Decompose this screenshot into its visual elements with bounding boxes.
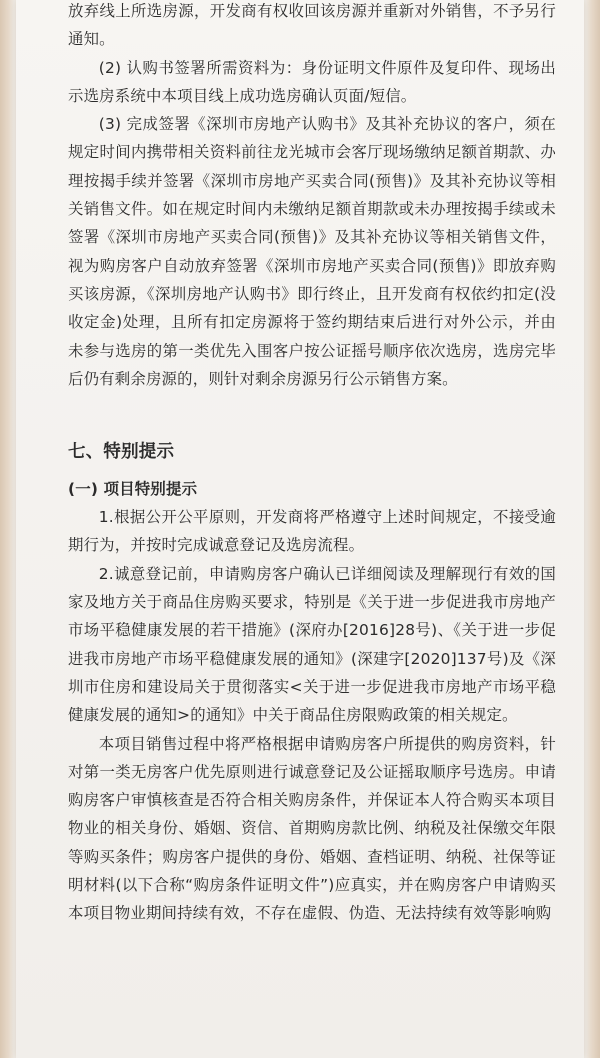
paragraph-purchase-requirements: 2.诚意登记前，申请购房客户确认已详细阅读及理解现行有效的国家及地方关于商品住房购买要求，特别是《关于进一步促进我市房地产市场平稳健康发展的若干措施》(深府办[2016]28号)、《关于进一步促进我市房地产市场平稳健康发展的通知》(深建字[2020]137号)及《深圳市住房和建设局关于贯彻落实<关于进一步促进我市房地产市场平稳健康发展的通知>的通知》中关于商品住房限购政策的相关规定。 — [68, 564, 556, 725]
subsection-spacer — [68, 467, 556, 475]
document-page — [16, 0, 584, 1058]
section-spacer — [68, 393, 556, 437]
section-title: 七、特别提示 — [68, 442, 175, 463]
paragraph-continued: 放弃线上所选房源，开发商有权收回该房源并重新对外销售，不予另行通知。 — [68, 2, 556, 49]
subsection-title: (一) 项目特别提示 — [68, 480, 198, 499]
paragraph-fair-principle: 1.根据公开公平原则，开发商将严格遵守上述时间规定，不接受逾期行为，并按时完成诚意登记及选房流程。 — [68, 508, 556, 555]
paragraph-required-documents: (2) 认购书签署所需资料为：身份证明文件原件及复印件、现场出示选房系统中本项目线上成功选房确认页面/短信。 — [68, 58, 556, 105]
paragraph-sales-process: 本项目销售过程中将严格根据申请购房客户所提供的购房资料，针对第一类无房客户优先原则进行诚意登记及公证摇取顺序号选房。申请购房客户审慎核查是否符合相关购房条件，并保证本人符合购买本项目物业的相关身份、婚姻、资信、首期购房款比例、纳税及社保缴交年限等购买条件；购房客户提供的身份、婚姻、查档证明、纳税、社保等证明材料(以下合称“购房条件证明文件”)应真实，并在购房客户申请购买本项目物业期间持续有效，不存在虚假、伪造、无法持续有效等影响购 — [68, 734, 556, 923]
paragraph-contract-signing: (3) 完成签署《深圳市房地产认购书》及其补充协议的客户，须在规定时间内携带相关资料前往龙光城市会客厅现场缴纳足额首期款、办理按揭手续并签署《深圳市房地产买卖合同(预售)》及其补充协议等相关销售文件。如在规定时间内未缴纳足额首期款或未办理按揭手续或未签署《深圳市房地产买卖合同(预售)》及其补充协议等相关销售文件，视为购房客户自动放弃签署《深圳市房地产买卖合同(预售)》即放弃购买该房源，《深圳房地产认购书》即行终止，且开发商有权依约扣定(没收定金)处理，且所有扣定房源将于签约期结束后进行对外公示，并由未参与选房的第一类优先入围客户按公证摇号顺序依次选房，选房完毕后仍有剩余房源的，则针对剩余房源另行公示销售方案。 — [68, 115, 556, 388]
document-body — [68, 0, 556, 928]
